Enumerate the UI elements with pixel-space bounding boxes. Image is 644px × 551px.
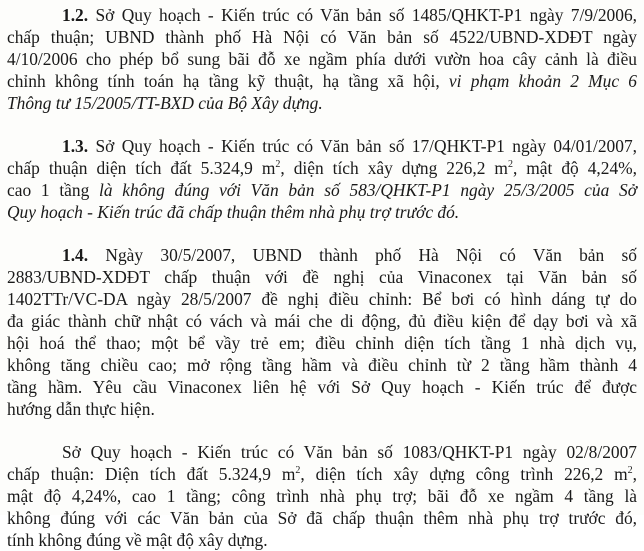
text-segment: chỉnh không tính toán hạ tầng kỹ thuật, hạ tầng xã hội, xyxy=(7,71,449,91)
text-line xyxy=(7,332,637,354)
italic-text: Thông tư 15/2005/TT-BXD của Bộ Xây dựng. xyxy=(7,93,323,113)
text-segment: 2883/UBND-XDĐT chấp thuận với đề nghị của Vinaconex tại Văn bản số xyxy=(7,267,637,287)
text-segment: , diện tích xây dựng công trình 226,2 m xyxy=(300,464,628,484)
italic-text: là không đúng với Văn bản số 583/QHKT-P1 ngày 25/3/2005 của Sở xyxy=(99,180,637,200)
text-line xyxy=(7,266,637,288)
text-segment: không đúng với các Văn bản của Sở đã chấp thuận thêm nhà phụ trợ trước đó, xyxy=(7,508,637,528)
text-segment: hướng dẫn thực hiện. xyxy=(7,399,155,419)
text-segment: tầng hầm. Yêu cầu Vinaconex liên hệ với Sở Quy hoạch - Kiến trúc để được xyxy=(7,377,637,397)
text-line xyxy=(7,310,637,332)
paragraph xyxy=(7,244,637,420)
text-segment: chấp thuận: Diện tích đất 5.324,9 m xyxy=(7,464,296,484)
text-line xyxy=(7,485,637,507)
text-segment: hội hoá thể thao; một bể vầy trẻ em; điều chỉnh diện tích tầng 1 nhà dịch vụ, xyxy=(7,333,637,353)
text-line xyxy=(7,376,637,398)
text-segment: 4/10/2006 cho phép bổ sung bãi đỗ xe ngầm phía dưới vườn hoa cây cảnh là điều xyxy=(7,49,637,69)
text-segment: không tăng chiều cao; mở rộng tầng hầm và điều chỉnh từ 2 tầng hầm thành 4 xyxy=(7,355,637,375)
paragraph xyxy=(7,135,637,223)
superscript: 2 xyxy=(507,159,513,170)
text-line xyxy=(7,92,637,114)
superscript: 2 xyxy=(627,465,633,476)
text-segment: chấp thuận; UBND thành phố Hà Nội có Văn bản số 4522/UBND-XDĐT ngày xyxy=(7,27,637,47)
text-segment: đa giác thành chữ nhật có vách và mái che di động, đủ điều kiện để dạy bơi và xã xyxy=(7,311,637,331)
text-line xyxy=(7,441,637,463)
text-line xyxy=(7,244,637,266)
text-line xyxy=(7,4,637,26)
text-segment: 1402TTr/VC-DA ngày 28/5/2007 đề nghị điều chỉnh: Bể bơi có hình dáng tự do xyxy=(7,289,637,309)
paragraph xyxy=(7,4,637,114)
text-segment: Ngày 30/5/2007, UBND thành phố Hà Nội có Văn bản số xyxy=(88,245,637,265)
superscript: 2 xyxy=(275,159,281,170)
text-line xyxy=(7,288,637,310)
text-segment: cao 1 tầng xyxy=(7,180,100,200)
text-segment: chấp thuận diện tích đất 5.324,9 m xyxy=(7,158,276,178)
text-segment: Sở Quy hoạch - Kiến trúc có Văn bản số 17/QHKT-P1 ngày 04/01/2007, xyxy=(88,136,637,156)
text-line xyxy=(7,507,637,529)
text-segment: mật độ 4,24%, cao 1 tầng; công trình nhà phụ trợ; bãi đỗ xe ngầm 4 tầng là xyxy=(7,486,637,506)
text-line xyxy=(7,70,637,92)
text-line xyxy=(7,179,637,201)
text-segment: , diện tích xây dựng 226,2 m xyxy=(280,158,508,178)
text-line xyxy=(7,157,637,179)
text-line xyxy=(7,26,637,48)
text-segment: tính không đúng về mật độ xây dựng. xyxy=(7,530,268,550)
section-number: 1.3. xyxy=(62,136,89,156)
text-line xyxy=(7,529,637,551)
text-line xyxy=(7,463,637,485)
text-segment: Sở Quy hoạch - Kiến trúc có Văn bản số 1083/QHKT-P1 ngày 02/8/2007 xyxy=(62,442,637,462)
text-line xyxy=(7,48,637,70)
paragraph xyxy=(7,441,637,551)
section-number: 1.4. xyxy=(62,245,89,265)
text-line xyxy=(7,201,637,223)
text-line xyxy=(7,135,637,157)
text-segment: , mật độ 4,24%, xyxy=(512,158,637,178)
superscript: 2 xyxy=(295,465,301,476)
italic-text: Quy hoạch - Kiến trúc đã chấp thuận thêm nhà phụ trợ trước đó. xyxy=(7,202,460,222)
text-line xyxy=(7,398,637,420)
text-segment: , xyxy=(632,464,637,484)
section-number: 1.2. xyxy=(62,5,89,25)
document-page xyxy=(7,4,637,551)
text-segment: Sở Quy hoạch - Kiến trúc có Văn bản số 1485/QHKT-P1 ngày 7/9/2006, xyxy=(88,5,637,25)
text-line xyxy=(7,354,637,376)
italic-text: vi phạm khoản 2 Mục 6 xyxy=(448,71,637,91)
